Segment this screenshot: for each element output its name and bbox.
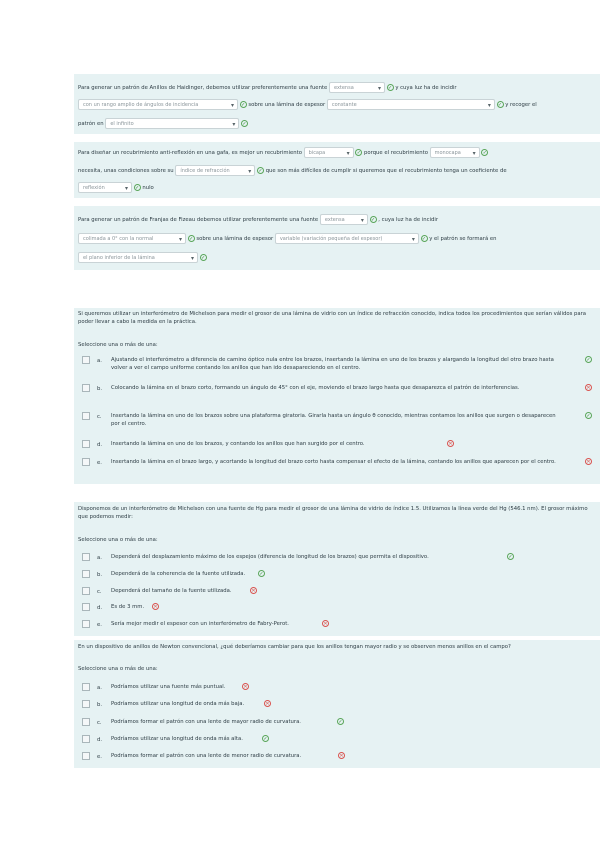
q3-select-incidence[interactable]: colimada a 0° con la normal ▾ [78, 233, 186, 244]
q6-option-b[interactable] [82, 700, 596, 709]
option-letter: e. [97, 753, 102, 760]
checkbox[interactable] [82, 603, 90, 611]
option-letter: a. [97, 357, 102, 364]
q3-select-source[interactable]: extensa ▾ [320, 214, 368, 225]
option-text: Dependerá del desplazamiento máximo de los espejos (diferencia de longitud de los brazos) que permita el dispositivo. [111, 554, 429, 560]
q4-option-d[interactable] [82, 440, 596, 449]
q5-option-c[interactable] [82, 587, 596, 596]
correct-icon: ✓ [356, 150, 361, 156]
q3-text-2: , cuya luz ha de incidir [378, 217, 439, 223]
checkbox[interactable] [82, 440, 90, 448]
incorrect-icon: ✕ [265, 701, 270, 707]
question-5-card [74, 502, 600, 636]
q6-option-a[interactable] [82, 683, 596, 692]
checkbox[interactable] [82, 735, 90, 743]
question-6-card [74, 640, 600, 768]
q5-option-e[interactable] [82, 620, 596, 629]
q3-text-1: Para generar un patrón de Franjas de Fizeau debemos utilizar preferentemente una fuente [78, 217, 319, 223]
correct-icon: ✓ [242, 121, 247, 127]
option-text: Ajustando el interferómetro a diferencia de camino óptico nula entre los brazos, insertando la lámina en uno de los brazos y alargando la longitud del otro brazo hasta volver a ver el campo uniforme contando los anillos que han ido desapareciendo en el centro. [111, 357, 554, 371]
checkbox[interactable] [82, 683, 90, 691]
incorrect-icon: ✕ [586, 459, 591, 465]
correct-icon: ✓ [586, 413, 591, 419]
q2-text-1: Para diseñar un recubrimiento anti-reflexión en una gafa, es mejor un recubrimiento [78, 150, 302, 156]
q1-text-1: Para generar un patrón de Anillos de Haidinger, debemos utilizar preferentemente una fuente [78, 85, 328, 91]
q3-text-3: sobre una lámina de espesor [196, 236, 274, 242]
q5-stem: Disponemos de un interferómetro de Michelson con una fuente de Hg para medir el grosor de una lámina de vidrio de índice 1.5. Utilizamos la línea verde del Hg (546.1 nm). El grosor máximo que podemos medir: [78, 506, 588, 520]
q1-text-4: y recoger el [505, 102, 537, 108]
checkbox[interactable] [82, 356, 90, 364]
checkbox[interactable] [82, 384, 90, 392]
option-text: Dependerá del tamaño de la fuente utilizada. [111, 588, 232, 594]
option-text: Colocando la lámina en el brazo corto, formando un ángulo de 45° con el eje, moviendo el brazo largo hasta que desaparezca el patrón de interferencias. [111, 385, 520, 391]
checkbox[interactable] [82, 553, 90, 561]
checkbox[interactable] [82, 458, 90, 466]
checkbox[interactable] [82, 412, 90, 420]
question-2-card [74, 142, 600, 198]
q3-text-4: y el patrón se formará en [429, 236, 497, 242]
checkbox[interactable] [82, 570, 90, 578]
q2-text-2: porque el recubrimiento [364, 150, 428, 156]
q6-stem: En un dispositivo de anillos de Newton convencional, ¿qué deberíamos cambiar para que los anillos tengan mayor radio y se observen menos anillos en el campo? [78, 644, 511, 650]
option-text: Podríamos formar el patrón con una lente de menor radio de curvatura. [111, 753, 302, 759]
incorrect-icon: ✕ [323, 621, 328, 627]
incorrect-icon: ✕ [339, 753, 344, 759]
q1-text-3: sobre una lámina de espesor [248, 102, 326, 108]
option-letter: d. [97, 441, 103, 448]
option-text: Podríamos utilizar una longitud de onda más baja. [111, 701, 245, 707]
q6-prompt: Seleccione una o más de una: [78, 666, 158, 672]
q4-option-c[interactable] [82, 412, 596, 427]
q2-select-coating-2[interactable]: monocapa ▾ [430, 147, 480, 158]
q3-select-plane[interactable]: el plano inferior de la lámina ▾ [78, 252, 198, 263]
option-letter: a. [97, 554, 102, 561]
correct-icon: ✓ [497, 102, 503, 108]
option-text: Es de 3 mm. [111, 604, 145, 610]
option-letter: c. [97, 588, 102, 595]
correct-icon: ✓ [259, 571, 264, 577]
checkbox[interactable] [82, 700, 90, 708]
checkbox[interactable] [82, 587, 90, 595]
option-text: Dependerá de la coherencia de la fuente utilizada. [111, 571, 246, 577]
incorrect-icon: ✕ [251, 588, 256, 594]
correct-icon: ✓ [263, 736, 268, 742]
checkbox[interactable] [82, 620, 90, 628]
option-text: Podríamos utilizar una fuente más puntual. [111, 684, 226, 690]
option-letter: d. [97, 736, 103, 743]
option-letter: e. [97, 459, 102, 466]
q1-select-thickness[interactable]: constante ▾ [327, 99, 495, 110]
correct-icon: ✓ [421, 236, 427, 242]
q1-text-5: patrón en [78, 121, 104, 127]
q2-text-4: que son más difíciles de cumplir si queremos que el recubrimiento tenga un coeficiente de [265, 168, 507, 174]
incorrect-icon: ✕ [586, 385, 591, 391]
q2-text-5: nulo [142, 185, 154, 191]
option-text: Insertando la lámina en uno de los brazos, y contando los anillos que han surgido por el centro. [111, 441, 365, 447]
checkbox[interactable] [82, 752, 90, 760]
q5-option-a[interactable] [82, 553, 596, 562]
option-letter: c. [97, 413, 102, 420]
q5-option-b[interactable] [82, 570, 596, 579]
q5-option-d[interactable] [82, 603, 596, 612]
question-4-card [74, 308, 600, 484]
q4-option-e[interactable] [82, 458, 596, 467]
correct-icon: ✓ [201, 255, 206, 261]
q6-option-e[interactable] [82, 752, 596, 761]
option-letter: b. [97, 571, 103, 578]
correct-icon: ✓ [388, 85, 393, 91]
option-letter: c. [97, 719, 102, 726]
option-text: Sería mejor medir el espesor con un interferómetro de Fabry-Perot. [111, 621, 289, 627]
incorrect-icon: ✕ [448, 441, 453, 447]
checkbox[interactable] [82, 718, 90, 726]
question-3-card [74, 206, 600, 270]
option-text: Podríamos formar el patrón con una lente de mayor radio de curvatura. [111, 719, 301, 725]
q6-option-c[interactable] [82, 718, 596, 727]
option-text: Insertando la lámina en uno de los brazos sobre una plataforma giratoria. Girarla hasta un ángulo θ conocido, mientras contamos los anillos que surgen o desaparecen por el centro. [111, 413, 556, 427]
q3-select-thickness[interactable]: variable (variación pequeña del espesor) ▾ [275, 233, 419, 244]
option-letter: d. [97, 604, 103, 611]
correct-icon: ✓ [258, 168, 263, 174]
option-letter: b. [97, 701, 103, 708]
option-text: Insertando la lámina en el brazo largo, y acortando la longitud del brazo corto hasta compensar el efecto de la lámina, contando los anillos que aparecen por el centro. [111, 459, 556, 465]
option-letter: b. [97, 385, 103, 392]
correct-icon: ✓ [508, 554, 513, 560]
q1-select-source[interactable]: extensa ▾ [329, 82, 385, 93]
q4-option-a[interactable] [82, 356, 596, 371]
correct-icon: ✓ [370, 217, 376, 223]
q4-prompt: Seleccione una o más de una: [78, 342, 158, 348]
correct-icon: ✓ [586, 357, 591, 363]
q2-select-property[interactable]: índice de refracción ▾ [175, 165, 255, 176]
q2-text-3: necesita, unas condiciones sobre su [78, 168, 174, 174]
incorrect-icon: ✕ [153, 604, 158, 610]
correct-icon: ✓ [189, 236, 194, 242]
correct-icon: ✓ [241, 102, 246, 108]
q5-prompt: Seleccione una o más de una: [78, 537, 158, 543]
q1-text-2: y cuya luz ha de incidir [395, 85, 457, 91]
q6-option-d[interactable] [82, 735, 596, 744]
correct-icon: ✓ [338, 719, 343, 725]
question-1-card [74, 74, 600, 134]
q1-select-pattern[interactable]: el infinito ▾ [105, 118, 239, 129]
correct-icon: ✓ [135, 185, 140, 191]
correct-icon: ✓ [482, 150, 487, 156]
q4-option-b[interactable] [82, 384, 596, 393]
option-text: Podríamos utilizar una longitud de onda más alta. [111, 736, 243, 742]
option-letter: a. [97, 684, 102, 691]
option-letter: e. [97, 621, 102, 628]
q4-stem: Si queremos utilizar un interferómetro de Michelson para medir el grosor de una lámina de vidrio con un índice de refracción conocido, indica todos los procedimientos que serían válidos para poder llevar a cabo la medida en la práctica. [78, 311, 587, 325]
q2-select-coating[interactable]: bicapa ▾ [304, 147, 354, 158]
incorrect-icon: ✕ [243, 684, 248, 690]
q2-select-coefficient[interactable]: reflexión ▾ [78, 182, 132, 193]
q1-select-incidence[interactable]: con un rango amplio de ángulos de incidencia ▾ [78, 99, 238, 110]
